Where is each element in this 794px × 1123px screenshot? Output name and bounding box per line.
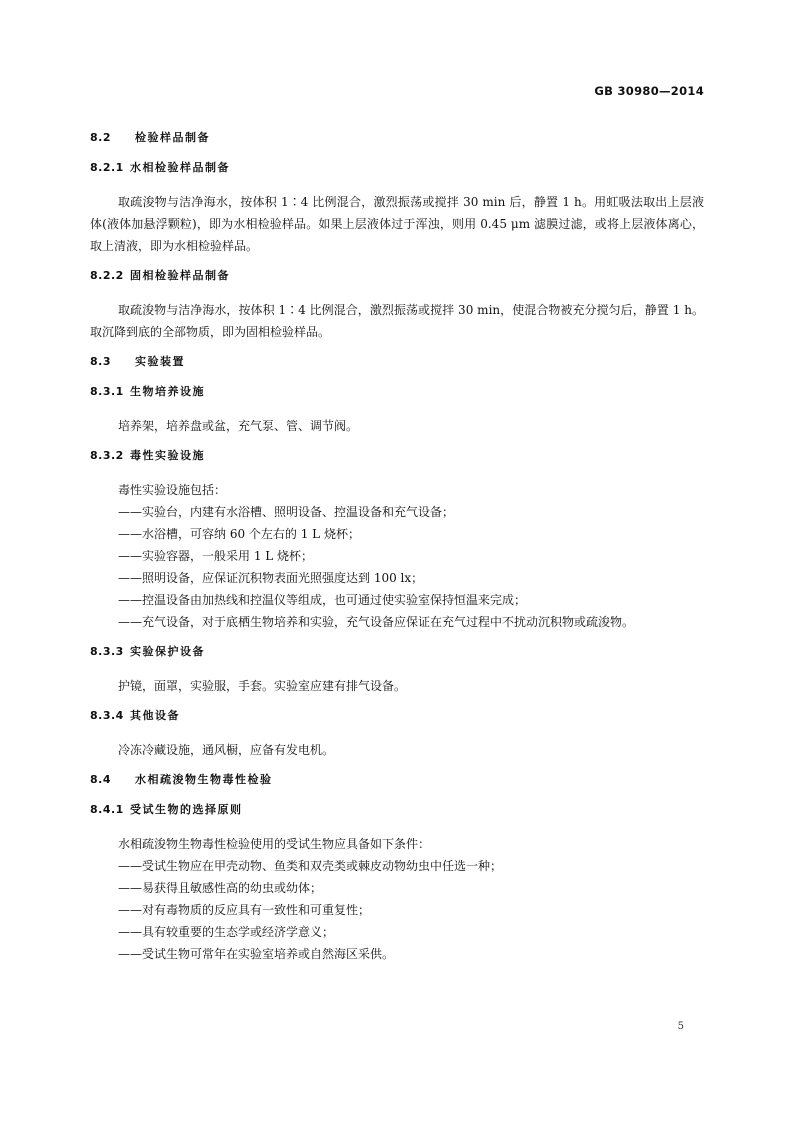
section-number: 8.3.1	[90, 385, 124, 398]
section-title: 毒性实验设施	[130, 449, 205, 462]
list-item: ——水浴槽，可容纳 60 个左右的 1 L 烧杯；	[118, 527, 360, 541]
list-item: ——对有毒物质的反应具有一致性和可重复性；	[118, 903, 371, 917]
section-number: 8.4.1	[90, 803, 124, 816]
section-title: 受试生物的选择原则	[130, 803, 243, 816]
section-title: 水相疏浚物生物毒性检验	[135, 773, 273, 786]
paragraph: 取疏浚物与洁净海水，按体积 1∶4 比例混合，激烈振荡或搅拌 30 min 后，静置 1 h。用虹吸法取出上层液体(液体加悬浮颗粒)，即为水相检验样品。如果上层液体过于浑浊，则用 0.45 μm 滤膜过滤，或将上层液体离心，取上清液，即为水相检验样品。	[90, 195, 704, 253]
page-number: 5	[677, 1021, 684, 1032]
list-item: ——实验台，内建有水浴槽、照明设备、控温设备和充气设备；	[118, 505, 455, 519]
list-item: ——受试生物可常年在实验室培养或自然海区采供。	[118, 947, 395, 961]
section-number: 8.2.2	[90, 269, 124, 282]
section-heading	[90, 385, 704, 399]
list-item: ——照明设备，应保证沉积物表面光照强度达到 100 lx；	[118, 571, 424, 585]
section-number: 8.3.4	[90, 709, 124, 722]
section-heading	[90, 773, 704, 787]
section-number: 8.2.1	[90, 161, 124, 174]
list-intro: 水相疏浚物生物毒性检验使用的受试生物应具备如下条件：	[118, 837, 431, 851]
section-title: 生物培养设施	[130, 385, 205, 398]
standard-code: GB 30980—2014	[594, 84, 704, 98]
paragraph: 护镜，面罩，实验服，手套。实验室应建有排气设备。	[118, 679, 407, 693]
section-heading	[90, 709, 704, 723]
section-number: 8.2	[90, 131, 111, 144]
section-number: 8.4	[90, 773, 111, 786]
paragraph: 冷冻冷藏设施，通风橱，应备有发电机。	[118, 743, 335, 757]
list-item: ——充气设备，对于底栖生物培养和实验，充气设备应保证在充气过程中不扰动沉积物或疏浚物。	[118, 615, 635, 629]
section-title: 固相检验样品制备	[130, 269, 230, 282]
section-heading	[90, 269, 704, 283]
list-item: ——受试生物应在甲壳动物、鱼类和双壳类或棘皮动物幼虫中任选一种；	[118, 859, 503, 873]
list-item: ——实验容器，一般采用 1 L 烧杯；	[118, 549, 314, 563]
section-heading	[90, 803, 704, 817]
item-list	[90, 833, 704, 965]
section-number: 8.3.3	[90, 645, 124, 658]
section-title: 实验保护设备	[130, 645, 205, 658]
section-title: 检验样品制备	[135, 131, 210, 144]
list-intro: 毒性实验设施包括：	[118, 483, 227, 497]
list-item: ——控温设备由加热线和控温仪等组成，也可通过使实验室保持恒温来完成；	[118, 593, 527, 607]
list-item: ——易获得且敏感性高的幼虫或幼体；	[118, 881, 323, 895]
section-heading	[90, 355, 704, 369]
section-title: 实验装置	[135, 355, 185, 368]
section-heading	[90, 161, 704, 175]
document-body	[90, 131, 704, 977]
section-number: 8.3	[90, 355, 111, 368]
section-title: 水相检验样品制备	[130, 161, 230, 174]
paragraph: 培养架，培养盘或盆，充气泵、管、调节阀。	[118, 419, 359, 433]
section-heading	[90, 449, 704, 463]
item-list	[90, 479, 704, 633]
list-item: ——具有较重要的生态学或经济学意义；	[118, 925, 335, 939]
section-heading	[90, 645, 704, 659]
section-heading	[90, 131, 704, 145]
section-title: 其他设备	[130, 709, 180, 722]
section-number: 8.3.2	[90, 449, 124, 462]
paragraph: 取疏浚物与洁净海水，按体积 1∶4 比例混合，激烈振荡或搅拌 30 min，使混合物被充分搅匀后，静置 1 h。取沉降到底的全部物质，即为固相检验样品。	[90, 303, 704, 339]
